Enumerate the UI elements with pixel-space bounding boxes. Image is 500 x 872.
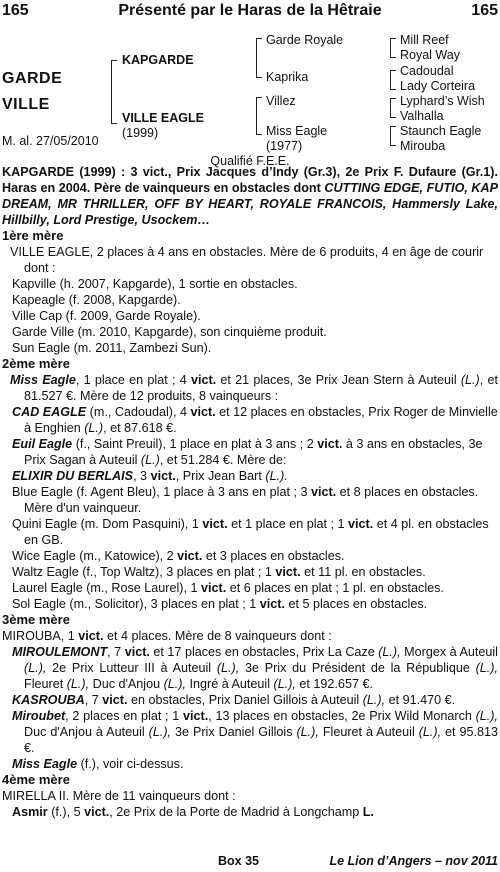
- grandsire-2: Kaprika: [266, 70, 309, 84]
- produce-line: Wice Eagle (m., Katowice), 2 vict. et 3 places en obstacles.: [12, 549, 345, 563]
- box-number: Box 35: [218, 854, 259, 868]
- great-grandparent-1: Mill Reef: [400, 33, 449, 47]
- page-title: Présenté par le Haras de la Hêtraie: [118, 2, 382, 19]
- great-grandparent-6: Valhalla: [400, 109, 444, 123]
- horse-birth: M. al. 27/05/2010: [2, 134, 99, 148]
- third-dam-heading: 3ème mère: [2, 612, 70, 627]
- second-dam-intro: Miss Eagle, 1 place en plat ; 4 vict. et 21 places, 3e Prix Jean Stern à Auteuil (L.), et 81.527 €. Mère de 12 produits, 8 vainqueurs :: [10, 373, 498, 403]
- horse-name-line1: GARDE: [2, 70, 63, 87]
- great-grandparent-7: Staunch Eagle: [400, 124, 482, 138]
- dam-name: VILLE EAGLE: [122, 111, 204, 125]
- great-grandparent-8: Mirouba: [400, 139, 446, 153]
- horse-name-line2: VILLE: [2, 96, 50, 113]
- fourth-dam-heading: 4ème mère: [2, 772, 70, 787]
- pedigree-bracket: [256, 97, 262, 135]
- pedigree-bracket: [256, 38, 262, 78]
- sale-event: Le Lion d’Angers – nov 2011: [329, 854, 498, 868]
- produce-line: Kapeagle (f. 2008, Kapgarde).: [12, 293, 181, 307]
- produce-line: Waltz Eagle (f., Top Waltz), 3 places en plat ; 1 vict. et 11 pl. en obstacles.: [12, 565, 426, 579]
- fourth-dam-intro: MIRELLA II. Mère de 11 vainqueurs dont :: [2, 789, 236, 803]
- great-grandparent-2: Royal Way: [400, 48, 460, 62]
- second-dam-heading: 2ème mère: [2, 356, 70, 371]
- produce-line: Quini Eagle (m. Dom Pasquini), 1 vict. et 1 place en plat ; 1 vict. et 4 pl. en obstacles en GB.: [12, 517, 489, 547]
- grandsire-4-year: (1977): [266, 139, 303, 153]
- sire-paragraph: [2, 164, 498, 228]
- grandsire-1: Garde Royale: [266, 33, 344, 47]
- great-grandparent-4: Lady Corteira: [400, 79, 476, 93]
- produce-line: Blue Eagle (f. Agent Bleu), 1 place à 3 ans en plat ; 3 vict. et 8 places en obstacles. Mère d'un vainqueur.: [12, 485, 479, 515]
- produce-line: Kapville (h. 2007, Kapgarde), 1 sortie en obstacles.: [12, 277, 298, 291]
- grandsire-3: Villez: [266, 94, 296, 108]
- page-number-left: 165: [2, 2, 29, 19]
- produce-line: Sol Eagle (m., Solicitor), 3 places en plat ; 1 vict. et 5 places en obstacles.: [12, 597, 428, 611]
- first-dam-heading: 1ère mère: [2, 228, 64, 243]
- pedigree-bracket: [390, 70, 396, 90]
- produce-line: Asmir (f.), 5 vict., 2e Prix de la Porte de Madrid à Longchamp L.: [12, 805, 374, 819]
- pedigree-bracket: [111, 60, 117, 124]
- produce-line: ELIXIR DU BERLAIS, 3 vict., Prix Jean Bart (L.).: [12, 469, 288, 483]
- grandsire-4: Miss Eagle: [266, 124, 328, 138]
- pedigree-bracket: [390, 38, 396, 58]
- produce-line: CAD EAGLE (m., Cadoudal), 4 vict. et 12 places en obstacles, Prix Roger de Minvielle à Enghien (L.), et 87.618 €.: [12, 405, 498, 435]
- great-grandparent-3: Cadoudal: [400, 64, 454, 78]
- produce-line: Garde Ville (m. 2010, Kapgarde), son cinquième produit.: [12, 325, 327, 339]
- produce-line: Ville Cap (f. 2009, Garde Royale).: [12, 309, 201, 323]
- produce-line: Sun Eagle (m. 2011, Zambezi Sun).: [12, 341, 212, 355]
- great-grandparent-5: Lyphard’s Wish: [400, 94, 485, 108]
- catalogue-body: [2, 164, 498, 820]
- pedigree-bracket: [390, 126, 396, 146]
- produce-line: Laurel Eagle (m., Rose Laurel), 1 vict. et 6 places en plat ; 1 pl. en obstacles.: [12, 581, 444, 595]
- pedigree-bracket: [390, 98, 396, 118]
- page-number-right: 165: [471, 2, 498, 19]
- produce-line: KASROUBA, 7 vict. en obstacles, Prix Daniel Gillois à Auteuil (L.), et 91.470 €.: [12, 693, 456, 707]
- sire-record: KAPGARDE (1999) : 3 vict., Prix Jacques d’Indy (Gr.3), 2e Prix F. Dufaure (Gr.1). Haras en 2004. Père de vainqueurs en obstacles dont: [2, 165, 498, 195]
- sire-name: KAPGARDE: [122, 53, 194, 67]
- qualification: Qualifié F.E.E.: [210, 154, 290, 168]
- produce-line: Miroubet, 2 places en plat ; 1 vict., 13 places en obstacles, 2e Prix Wild Monarch (L.), Duc d'Anjou à Auteuil (L.), 3e Prix Daniel Gillois (L.), Fleuret à Auteuil (L.), et 95.813 €.: [12, 709, 499, 755]
- sire-progeny: CUTTING EDGE, FUTIO, KAP DREAM, MR THRILLER, OFF BY HEART, ROYALE FRANCOIS, Hammersly Lake, Hillbilly, Lord Prestige, Usockem…: [2, 181, 498, 227]
- first-dam-intro: VILLE EAGLE, 2 places à 4 ans en obstacles. Mère de 6 produits, 4 en âge de courir dont :: [10, 245, 484, 275]
- dam-year: (1999): [122, 126, 159, 140]
- third-dam-intro: MIROUBA, 1 vict. et 4 places. Mère de 8 vainqueurs dont :: [2, 629, 332, 643]
- produce-line: MIROULEMONT, 7 vict. et 17 places en obstacles, Prix La Caze (L.), Morgex à Auteuil (L.), 2e Prix Lutteur III à Auteuil (L.), 3e Prix du Président de la République (L.), Fleuret (L.), Duc d'Anjou (L.), Ingré à Auteuil (L.), et 192.657 €.: [12, 645, 498, 691]
- produce-line: Euil Eagle (f., Saint Preuil), 1 place en plat à 3 ans ; 2 vict. à 3 ans en obstacles, 3e Prix Sagan à Auteuil (L.), et 51.284 €. Mère de:: [12, 437, 483, 467]
- produce-line: Miss Eagle (f.), voir ci-dessus.: [12, 757, 184, 771]
